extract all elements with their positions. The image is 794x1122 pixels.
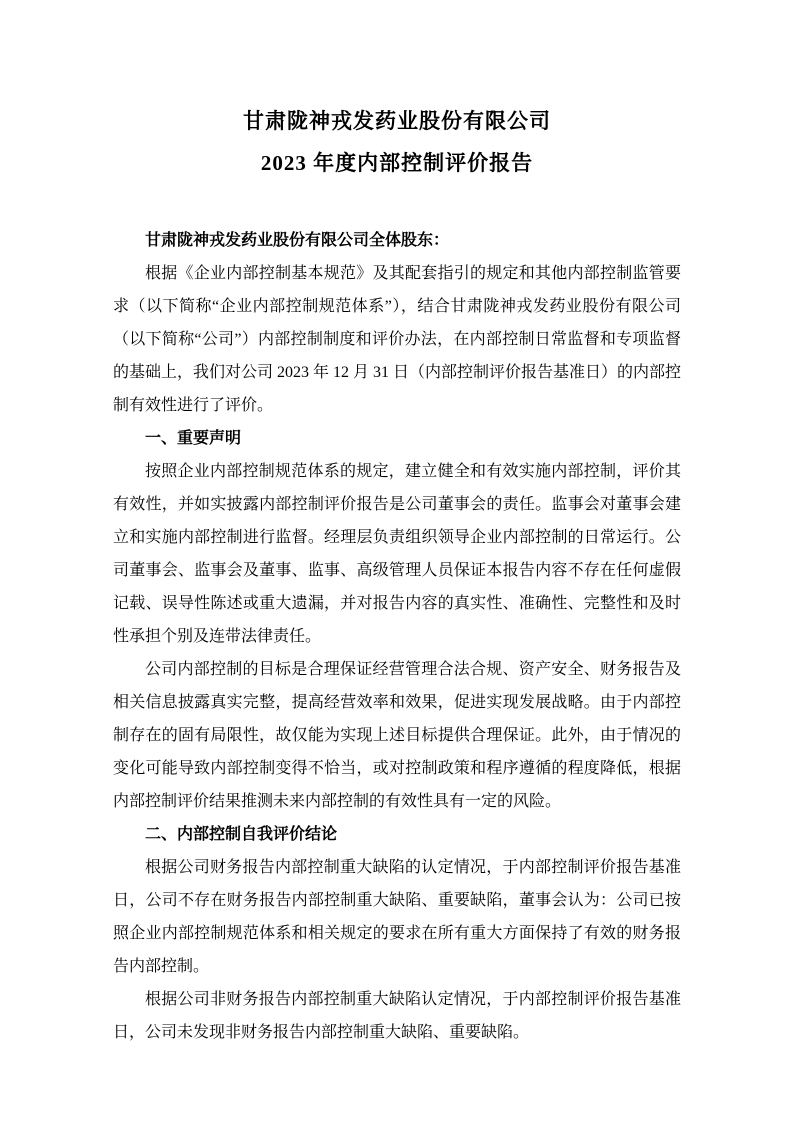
section-heading-self-evaluation-conclusion: 二、内部控制自我评价结论 [145, 826, 338, 843]
section-heading-important-statement: 一、重要声明 [145, 430, 242, 447]
salutation-line: 甘肃陇神戎发药业股份有限公司全体股东： [145, 232, 450, 249]
paragraph-responsibility: 按照企业内部控制规范体系的规定，建立健全和有效实施内部控制，评价其有效性，并如实披露内部控制评价报告是公司董事会的责任。监事会对董事会建立和实施内部控制进行监督。经理层负责组织领导企业内部控制的日常运行。公司董事会、监事会及董事、监事、高级管理人员保证本报告内容不存在任何虚假记载、误导性陈述或重大遗漏，并对报告内容的真实性、准确性、完整性和及时性承担个别及连带法律责任。 [113, 463, 681, 645]
paragraph-non-financial-report-conclusion: 根据公司非财务报告内部控制重大缺陷认定情况，于内部控制评价报告基准日，公司未发现非财务报告内部控制重大缺陷、重要缺陷。 [113, 991, 681, 1041]
paragraph-financial-report-conclusion: 根据公司财务报告内部控制重大缺陷的认定情况，于内部控制评价报告基准日，公司不存在财务报告内部控制重大缺陷、重要缺陷，董事会认为：公司已按照企业内部控制规范体系和相关规定的要求在所有重大方面保持了有效的财务报告内部控制。 [113, 859, 681, 975]
paragraph-intro: 根据《企业内部控制基本规范》及其配套指引的规定和其他内部控制监管要求（以下简称“企业内部控制规范体系”），结合甘肃陇神戎发药业股份有限公司（以下简称“公司”）内部控制制度和评价办法，在内部控制日常监督和专项监督的基础上，我们对公司 2023 年 12 月 31 日（内部控制评价报告基准日）的内部控制有效性进行了评价。 [113, 265, 682, 414]
document-body [113, 224, 681, 1049]
document-title-line-1: 甘肃陇神戎发药业股份有限公司 [243, 109, 551, 133]
paragraph-control-objectives: 公司内部控制的目标是合理保证经营管理合法合规、资产安全、财务报告及相关信息披露真实完整，提高经营效率和效果，促进实现发展战略。由于内部控制存在的固有局限性，故仅能为实现上述目标提供合理保证。此外，由于情况的变化可能导致内部控制变得不恰当，或对控制政策和程序遵循的程度降低，根据内部控制评价结果推测未来内部控制的有效性具有一定的风险。 [113, 661, 681, 810]
document-title-line-2: 2023 年度内部控制评价报告 [260, 151, 534, 175]
document-title [113, 100, 681, 184]
